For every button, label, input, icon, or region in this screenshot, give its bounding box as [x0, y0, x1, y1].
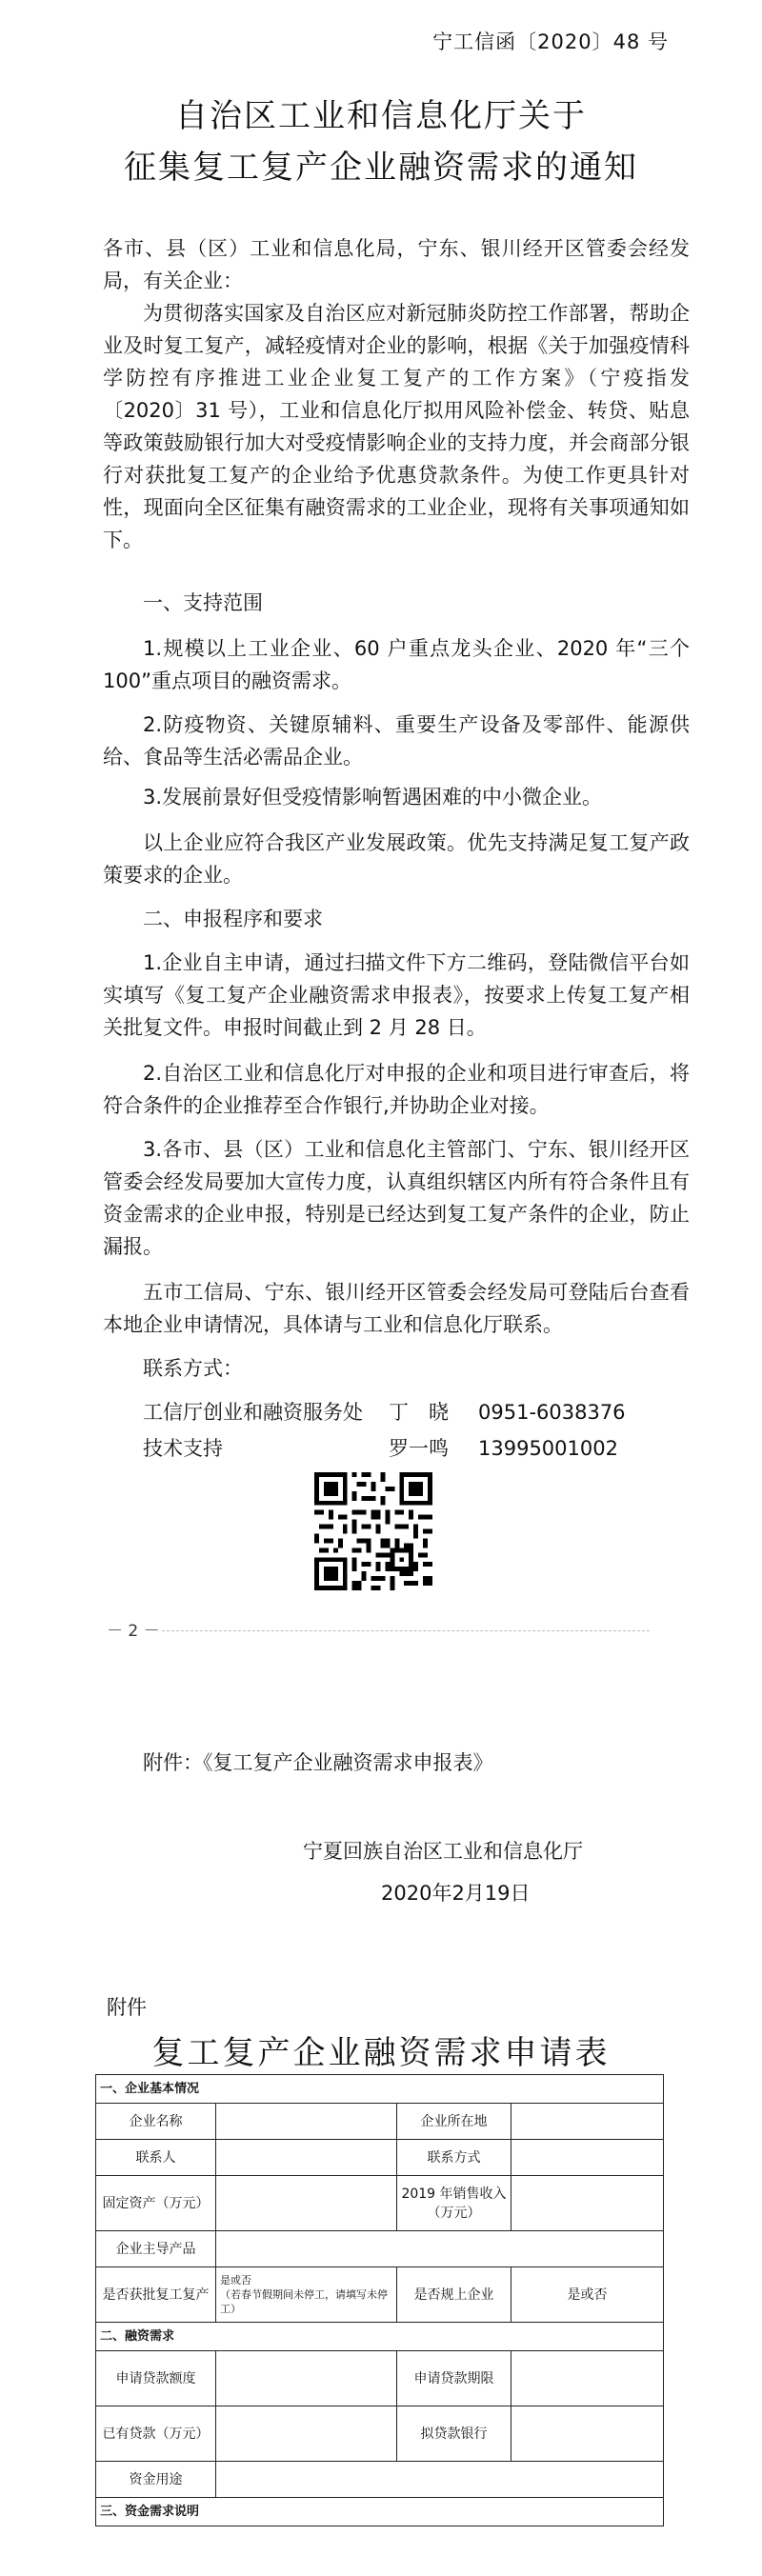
backend-note: 五市工信局、宁东、银川经开区管委会经发局可登陆后台查看本地企业申请情况，具体请与工业和信息化厅联系。	[103, 1281, 690, 1336]
procedure-item-1: 1.企业自主申请，通过扫描文件下方二维码，登陆微信平台如实填写《复工复产企业融资需求申报表》，按要求上传复工复产相关批复文件。申报时间截止到 2 月 28 日。	[103, 951, 690, 1039]
signature-date: 2020年2月19日	[381, 1882, 531, 1905]
attachment-reference: 附件：《复工复产企业融资需求申报表》	[143, 1751, 493, 1774]
label-loan-amount: 申请贷款额度	[96, 2351, 216, 2406]
title-line-1: 自治区工业和信息化厅关于	[175, 97, 587, 135]
label-sales-2019: 2019 年销售收入（万元）	[397, 2176, 511, 2231]
section-1-heading: 一、支持范围	[143, 591, 263, 614]
scope-item-3: 3.发展前景好但受疫情影响暂遇困难的中小微企业。	[143, 786, 603, 809]
form-title: 复工复产企业融资需求申请表	[151, 2034, 611, 2072]
label-contact-person: 联系人	[96, 2140, 216, 2176]
form-section-1: 一、企业基本情况	[96, 2075, 664, 2104]
section-2-heading: 二、申报程序和要求	[143, 908, 323, 930]
label-above-scale: 是否规上企业	[397, 2267, 511, 2323]
label-company-location: 企业所在地	[397, 2104, 511, 2140]
intro-paragraph: 为贯彻落实国家及自治区应对新冠肺炎防控工作部署，帮助企业及时复工复产，减轻疫情对企业的影响，根据《关于加强疫情科学防控有序推进工业企业复工复产的工作方案》（宁疫指发〔2020〕31 号），工业和信息化厅拟用风险补偿金、转贷、贴息等政策鼓励银行加大对受疫情影响企业的支持力度，并会商部分银行对获批复工复产的企业给予优惠贷款条件。为使工作更具针对性，现面向全区征集有融资需求的工业企业，现将有关事项通知如下。	[103, 302, 690, 551]
salutation: 各市、县（区）工业和信息化局，宁东、银川经开区管委会经发局，有关企业：	[103, 237, 690, 292]
form-section-3: 三、资金需求说明	[96, 2498, 664, 2526]
procedure-item-2: 2.自治区工业和信息化厅对申报的企业和项目进行审查后，将符合条件的企业推荐至合作银行,并协助企业对接。	[103, 1062, 690, 1117]
label-main-products: 企业主导产品	[96, 2231, 216, 2267]
input-above-scale[interactable]: 是或否	[511, 2267, 664, 2323]
application-form-table	[95, 2074, 664, 2526]
input-loan-term[interactable]	[511, 2351, 664, 2406]
scope-note: 以上企业应符合我区产业发展政策。优先支持满足复工复产政策要求的企业。	[103, 831, 690, 887]
signature-org: 宁夏回族自治区工业和信息化厅	[303, 1840, 583, 1863]
input-existing-loans[interactable]	[216, 2406, 397, 2462]
label-resume-approved: 是否获批复工复产	[96, 2267, 216, 2323]
input-target-bank[interactable]	[511, 2406, 664, 2462]
resume-note-detail: （若春节假期间未停工，请填写未停工）	[220, 2288, 388, 2315]
form-section-2: 二、融资需求	[96, 2323, 664, 2351]
input-loan-amount[interactable]	[216, 2351, 397, 2406]
page-number: － 2 －	[107, 1622, 160, 1641]
label-contact-method: 联系方式	[397, 2140, 511, 2176]
input-fixed-assets[interactable]	[216, 2176, 397, 2231]
label-company-name: 企业名称	[96, 2104, 216, 2140]
page-divider	[162, 1630, 650, 1631]
contact-2-name: 罗一鸣	[389, 1437, 449, 1460]
resume-note-yes-no: 是或否	[220, 2274, 251, 2286]
label-target-bank: 拟贷款银行	[397, 2406, 511, 2462]
label-fixed-assets: 固定资产（万元）	[96, 2176, 216, 2231]
label-fund-use: 资金用途	[96, 2462, 216, 2498]
contact-heading: 联系方式：	[143, 1357, 243, 1380]
input-company-location[interactable]	[511, 2104, 664, 2140]
scope-item-1: 1.规模以上工业企业、60 户重点龙头企业、2020 年“三个 100”重点项目的融资需求。	[103, 637, 690, 692]
document-number: 宁工信函〔2020〕48 号	[432, 30, 669, 53]
input-main-products[interactable]	[216, 2231, 664, 2267]
title-line-2: 征集复工复产企业融资需求的通知	[124, 149, 638, 187]
procedure-item-3: 3.各市、县（区）工业和信息化主管部门、宁东、银川经开区管委会经发局要加大宣传力度，认真组织辖区内所有符合条件且有资金需求的企业申报，特别是已经达到复工复产条件的企业，防止漏报。	[103, 1138, 690, 1258]
input-sales-2019[interactable]	[511, 2176, 664, 2231]
contact-1-name: 丁 晓	[389, 1401, 449, 1424]
qr-code-icon[interactable]	[314, 1472, 432, 1590]
contact-1-dept: 工信厅创业和融资服务处	[143, 1401, 363, 1424]
contact-1-phone: 0951-6038376	[478, 1401, 626, 1424]
scope-item-2: 2.防疫物资、关键原辅料、重要生产设备及零部件、能源供给、食品等生活必需品企业。	[103, 713, 690, 769]
input-resume-approved[interactable]	[216, 2267, 397, 2323]
input-company-name[interactable]	[216, 2104, 397, 2140]
label-existing-loans: 已有贷款（万元）	[96, 2406, 216, 2462]
contact-2-phone: 13995001002	[478, 1437, 618, 1460]
input-contact-method[interactable]	[511, 2140, 664, 2176]
attachment-label: 附件	[107, 1996, 147, 2019]
label-loan-term: 申请贷款期限	[397, 2351, 511, 2406]
input-contact-person[interactable]	[216, 2140, 397, 2176]
contact-2-dept: 技术支持	[143, 1437, 223, 1460]
input-fund-use[interactable]	[216, 2462, 664, 2498]
